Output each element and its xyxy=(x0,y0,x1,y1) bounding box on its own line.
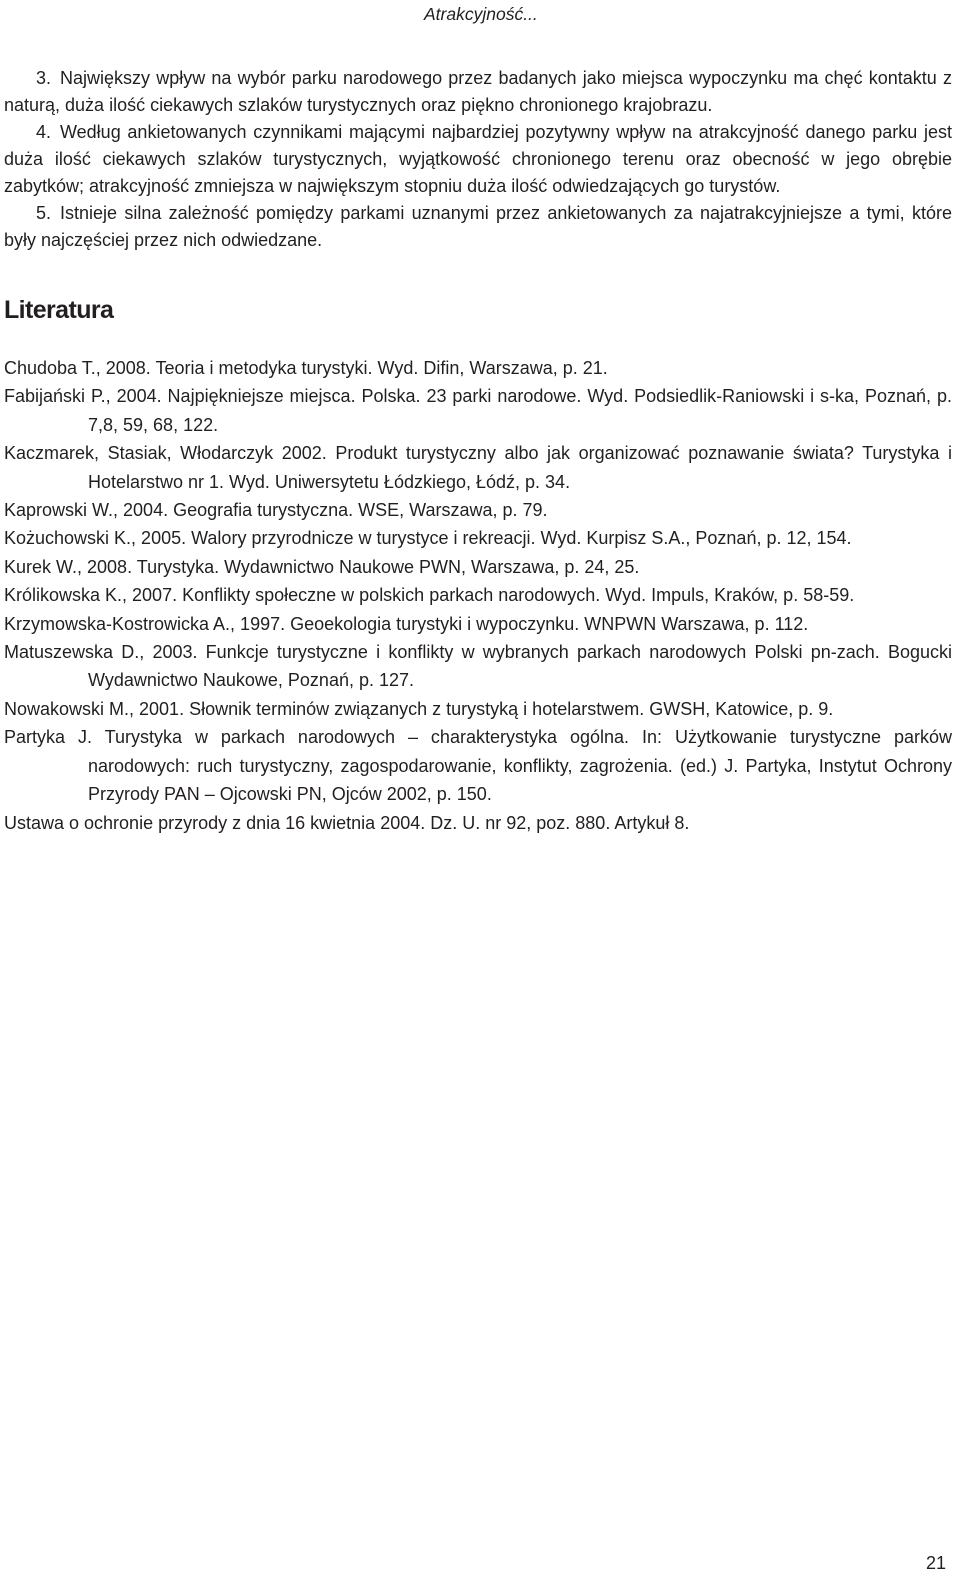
reference-item: Królikowska K., 2007. Konflikty społeczne w polskich parkach narodowych. Wyd. Impuls, Kraków, p. 58-59. xyxy=(4,585,855,606)
conclusion-text: Według ankietowanych czynnikami mającymi najbardziej pozytywny wpływ na atrakcyjność danego parku jest duża ilość ciekawych szlaków turystycznych, wyjątkowość chronionego terenu oraz obecność w jego obrębie zabytków; atrakcyjność zmniejsza w największym stopniu duża ilość odwiedzających go turystów. xyxy=(4,122,952,196)
reference-item: Krzymowska-Kostrowicka A., 1997. Geoekologia turystyki i wypoczynku. WNPWN Warszawa, p. 112. xyxy=(4,613,809,634)
conclusion-number: 4. xyxy=(36,122,52,142)
reference-item: Ustawa o ochronie przyrody z dnia 16 kwietnia 2004. Dz. U. nr 92, poz. 880. Artykuł 8. xyxy=(4,812,690,833)
reference-item: Nowakowski M., 2001. Słownik terminów związanych z turystyką i hotelarstwem. GWSH, Katowice, p. 9. xyxy=(4,698,834,719)
reference-item: Kaprowski W., 2004. Geografia turystyczna. WSE, Warszawa, p. 79. xyxy=(4,500,548,521)
literature-heading: Literatura xyxy=(4,296,114,324)
conclusion-number: 5. xyxy=(36,203,52,223)
conclusion-item xyxy=(4,119,952,200)
conclusion-text: Największy wpływ na wybór parku narodowego przez badanych jako miejsca wypoczynku ma chęć kontaktu z naturą, duża ilość ciekawych szlaków turystycznych oraz piękno chronionego krajobrazu. xyxy=(4,68,952,115)
reference-list xyxy=(4,354,952,837)
reference-item: Kożuchowski K., 2005. Walory przyrodnicze w turystyce i rekreacji. Wyd. Kurpisz S.A., Poznań, p. 12, 154. xyxy=(4,528,852,549)
conclusion-item xyxy=(4,65,952,119)
reference-item: Matuszewska D., 2003. Funkcje turystyczne i konflikty w wybranych parkach narodowych Polski pn-zach. Bogucki Wydawnictwo Naukowe, Poznań, p. 127. xyxy=(4,642,952,691)
conclusion-text: Istnieje silna zależność pomiędzy parkami uznanymi przez ankietowanych za najatrakcyjniejsze a tymi, które były najczęściej przez nich odwiedzane. xyxy=(4,203,952,250)
reference-item: Chudoba T., 2008. Teoria i metodyka turystyki. Wyd. Difin, Warszawa, p. 21. xyxy=(4,358,608,378)
running-header: Atrakcyjność... xyxy=(424,4,538,24)
conclusion-item xyxy=(4,200,952,254)
conclusion-number: 3. xyxy=(36,68,52,88)
reference-item: Kaczmarek, Stasiak, Włodarczyk 2002. Produkt turystyczny albo jak organizować poznawanie świata? Turystyka i Hotelarstwo nr 1. Wyd. Uniwersytetu Łódzkiego, Łódź, p. 34. xyxy=(4,443,952,492)
reference-item: Fabijański P., 2004. Najpiękniejsze miejsca. Polska. 23 parki narodowe. Wyd. Podsiedlik-Raniowski i s-ka, Poznań, p. 7,8, 59, 68, 122. xyxy=(4,386,952,435)
conclusions-list xyxy=(4,65,952,254)
reference-item: Partyka J. Turystyka w parkach narodowych – charakterystyka ogólna. In: Użytkowanie turystyczne parków narodowych: ruch turystyczny, zagospodarowanie, konflikty, zagrożenia. (ed.) J. Partyka, Instytut Ochrony Przyrody PAN – Ojcowski PN, Ojców 2002, p. 150. xyxy=(4,727,952,805)
reference-item: Kurek W., 2008. Turystyka. Wydawnictwo Naukowe PWN, Warszawa, p. 24, 25. xyxy=(4,556,640,577)
page-number: 21 xyxy=(926,1553,947,1573)
